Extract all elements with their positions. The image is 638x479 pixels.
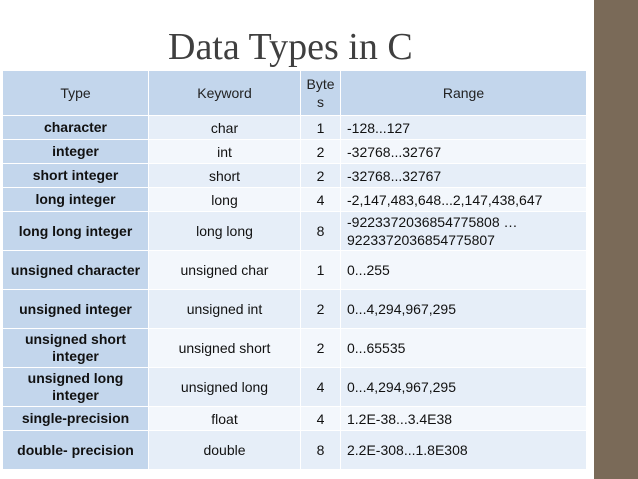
cell-type: unsigned character	[3, 251, 149, 290]
cell-range: 0...255	[341, 251, 587, 290]
header-bytes: Byte s	[301, 71, 341, 116]
cell-bytes: 4	[301, 368, 341, 407]
cell-type: single-precision	[3, 407, 149, 431]
table-row	[3, 290, 587, 329]
cell-type: long integer	[3, 188, 149, 212]
cell-bytes: 4	[301, 407, 341, 431]
header-keyword: Keyword	[149, 71, 301, 116]
cell-type: unsigned short integer	[3, 329, 149, 368]
cell-range: 0...65535	[341, 329, 587, 368]
cell-type: double- precision	[3, 431, 149, 470]
slide-title: Data Types in C	[168, 26, 413, 68]
cell-keyword: unsigned short	[149, 329, 301, 368]
cell-keyword: float	[149, 407, 301, 431]
table-row	[3, 164, 587, 188]
cell-type: long long integer	[3, 212, 149, 251]
cell-keyword: unsigned long	[149, 368, 301, 407]
table-row	[3, 140, 587, 164]
table-row	[3, 116, 587, 140]
table-header-row	[3, 71, 587, 116]
table-row	[3, 251, 587, 290]
cell-bytes: 1	[301, 116, 341, 140]
cell-range: -128...127	[341, 116, 587, 140]
cell-keyword: unsigned int	[149, 290, 301, 329]
cell-bytes: 1	[301, 251, 341, 290]
header-range: Range	[341, 71, 587, 116]
cell-type: integer	[3, 140, 149, 164]
cell-range: -32768...32767	[341, 140, 587, 164]
cell-type: unsigned long integer	[3, 368, 149, 407]
cell-keyword: long long	[149, 212, 301, 251]
cell-range: 0...4,294,967,295	[341, 368, 587, 407]
cell-bytes: 2	[301, 290, 341, 329]
cell-type: character	[3, 116, 149, 140]
table-row	[3, 407, 587, 431]
cell-bytes: 8	[301, 431, 341, 470]
cell-range: -9223372036854775808 … 9223372036854775807	[341, 212, 587, 251]
table-row	[3, 212, 587, 251]
cell-keyword: unsigned char	[149, 251, 301, 290]
table-row	[3, 431, 587, 470]
cell-type: unsigned integer	[3, 290, 149, 329]
cell-bytes: 2	[301, 164, 341, 188]
header-type: Type	[3, 71, 149, 116]
cell-keyword: short	[149, 164, 301, 188]
data-types-table	[2, 70, 587, 470]
cell-range: -32768...32767	[341, 164, 587, 188]
cell-keyword: int	[149, 140, 301, 164]
cell-range: 0...4,294,967,295	[341, 290, 587, 329]
cell-bytes: 8	[301, 212, 341, 251]
table-row	[3, 368, 587, 407]
cell-range: 1.2E-38...3.4E38	[341, 407, 587, 431]
table-row	[3, 329, 587, 368]
accent-bar	[594, 0, 638, 479]
table-row	[3, 188, 587, 212]
cell-range: 2.2E-308...1.8E308	[341, 431, 587, 470]
cell-type: short integer	[3, 164, 149, 188]
cell-bytes: 2	[301, 329, 341, 368]
cell-bytes: 4	[301, 188, 341, 212]
cell-keyword: double	[149, 431, 301, 470]
cell-range: -2,147,483,648...2,147,438,647	[341, 188, 587, 212]
cell-keyword: char	[149, 116, 301, 140]
cell-keyword: long	[149, 188, 301, 212]
cell-bytes: 2	[301, 140, 341, 164]
